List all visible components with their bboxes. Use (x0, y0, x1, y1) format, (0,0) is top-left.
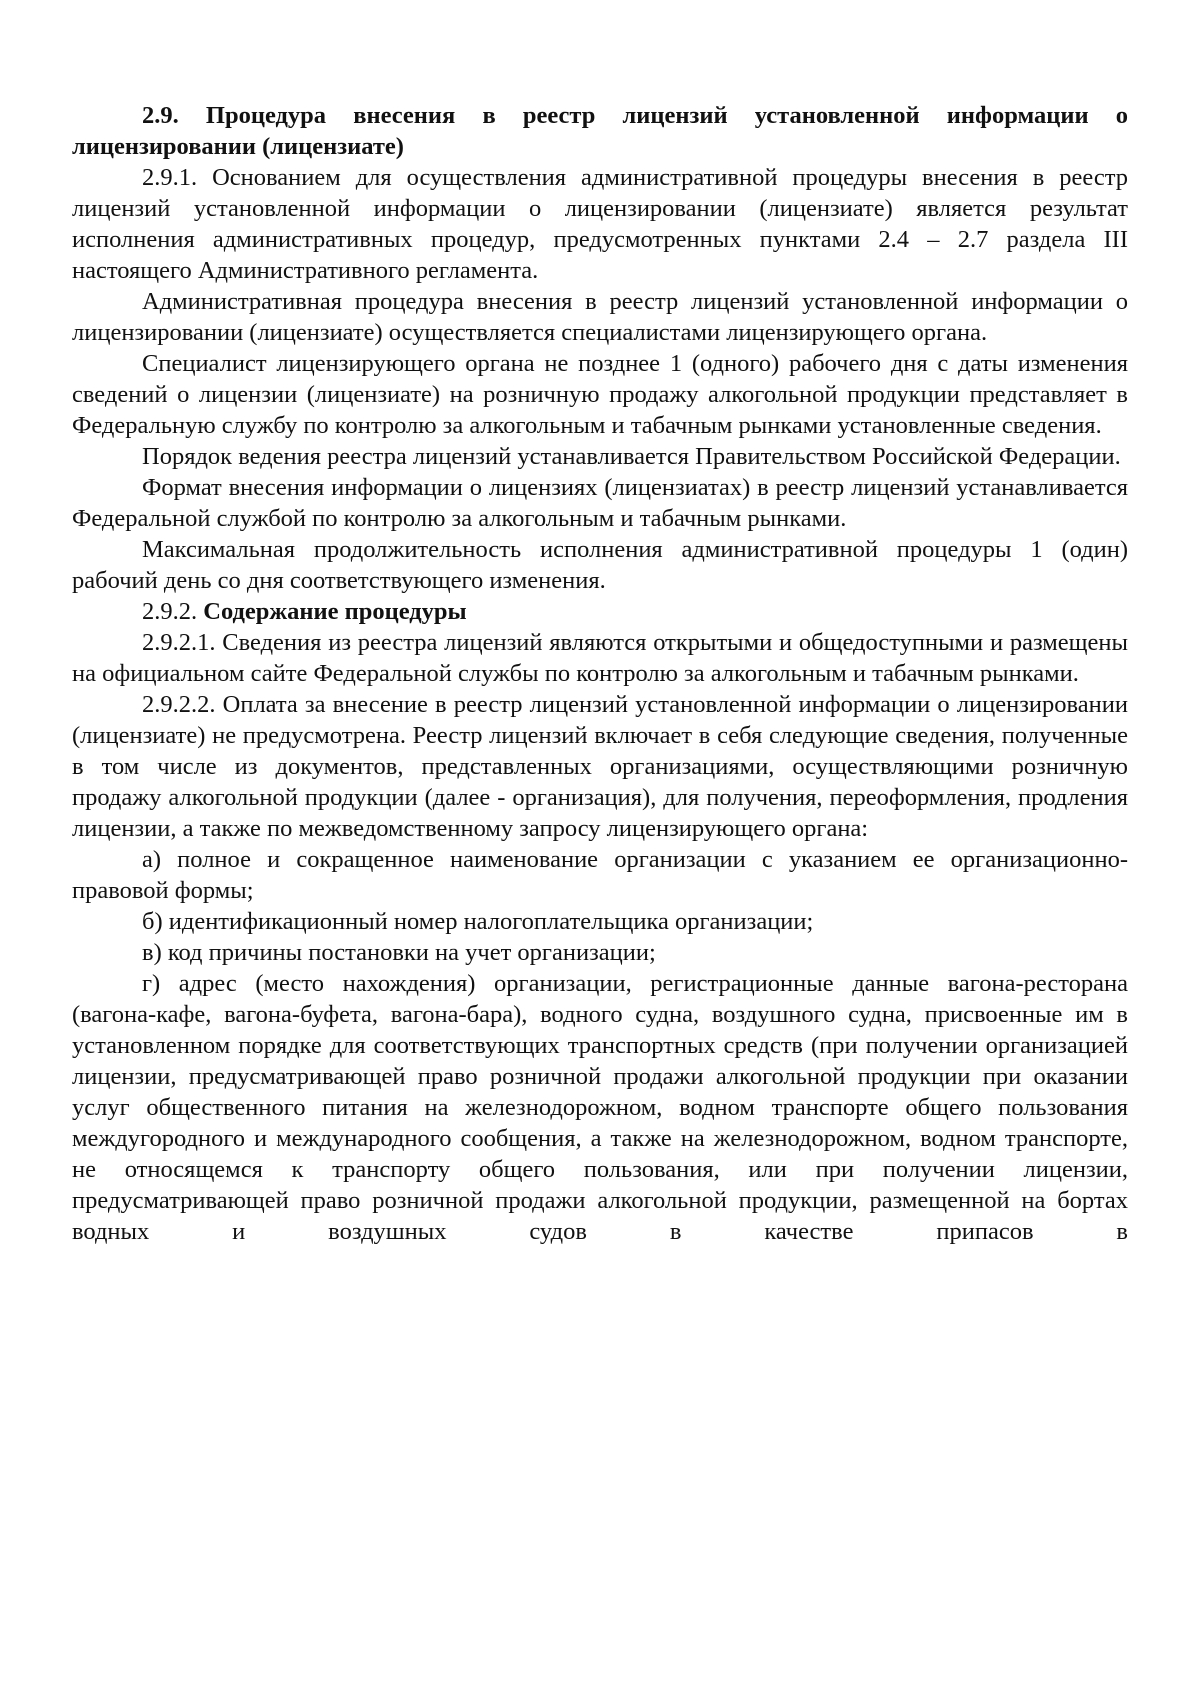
subheading-number: 2.9.2. (142, 598, 198, 625)
list-item: в) код причины постановки на учет организации; (142, 939, 656, 966)
list-item: а) полное и сокращенное наименование организации с указанием ее организационно-правовой формы; (72, 846, 1128, 904)
paragraph-executors: Административная процедура внесения в реестр лицензий установленной информации о лицензировании (лицензиате) осуществляется специалистами лицензирующего органа. (72, 288, 1128, 346)
section-heading: 2.9. Процедура внесения в реестр лицензий установленной информации о лицензировании (лицензиате) (72, 102, 1128, 160)
paragraph-registry-contents: 2.9.2.2. Оплата за внесение в реестр лицензий установленной информации о лицензировании (лицензиате) не предусмотрена. Реестр лицензий включает в себя следующие сведения, полученные в том числе из документов, представленных организациями, осуществляющими розничную продажу алкогольной продукции (далее - организация), для получения, переоформления, продления лицензии, а также по межведомственному запросу лицензирующего органа: (72, 691, 1128, 842)
list-item: г) адрес (место нахождения) организации, регистрационные данные вагона-ресторана (вагона-кафе, вагона-буфета, вагона-бара), водного судна, воздушного судна, присвоенные им в установленном порядке для соответствующих транспортных средств (при получении организацией лицензии, предусматривающей право розничной продажи алкогольной продукции при оказании услуг общественного питания на железнодорожном, водном транспорте общего пользования междугородного и международного сообщения, а также на железнодорожном, водном транспорте, не относящемся к транспорту общего пользования, или при получении лицензии, предусматривающей право розничной продажи алкогольной продукции, размещенной на бортах водных и воздушных судов в качестве припасов в (72, 970, 1128, 1245)
list-item: б) идентификационный номер налогоплательщика организации; (142, 908, 814, 935)
subheading-title: Содержание процедуры (203, 598, 467, 625)
paragraph-open-data: 2.9.2.1. Сведения из реестра лицензий являются открытыми и общедоступными и размещены на официальном сайте Федеральной службы по контролю за алкогольным и табачным рынками. (72, 629, 1128, 687)
paragraph-specialist: Специалист лицензирующего органа не позднее 1 (одного) рабочего дня с даты изменения сведений о лицензии (лицензиате) на розничную продажу алкогольной продукции представляет в Федеральную службу по контролю за алкогольным и табачным рынками установленные сведения. (72, 350, 1128, 439)
paragraph-registry-order: Порядок ведения реестра лицензий устанавливается Правительством Российской Федерации. (142, 443, 1121, 470)
document-body (72, 100, 1128, 1247)
paragraph-basis: 2.9.1. Основанием для осуществления административной процедуры внесения в реестр лицензий установленной информации о лицензировании (лицензиате) является результат исполнения административных процедур, предусмотренных пунктами 2.4 – 2.7 раздела III настоящего Административного регламента. (72, 164, 1128, 284)
paragraph-format: Формат внесения информации о лицензиях (лицензиатах) в реестр лицензий устанавливается Федеральной службой по контролю за алкогольным и табачным рынками. (72, 474, 1128, 532)
subheading (72, 596, 1128, 627)
paragraph-duration: Максимальная продолжительность исполнения административной процедуры 1 (один) рабочий день со дня соответствующего изменения. (72, 536, 1128, 594)
